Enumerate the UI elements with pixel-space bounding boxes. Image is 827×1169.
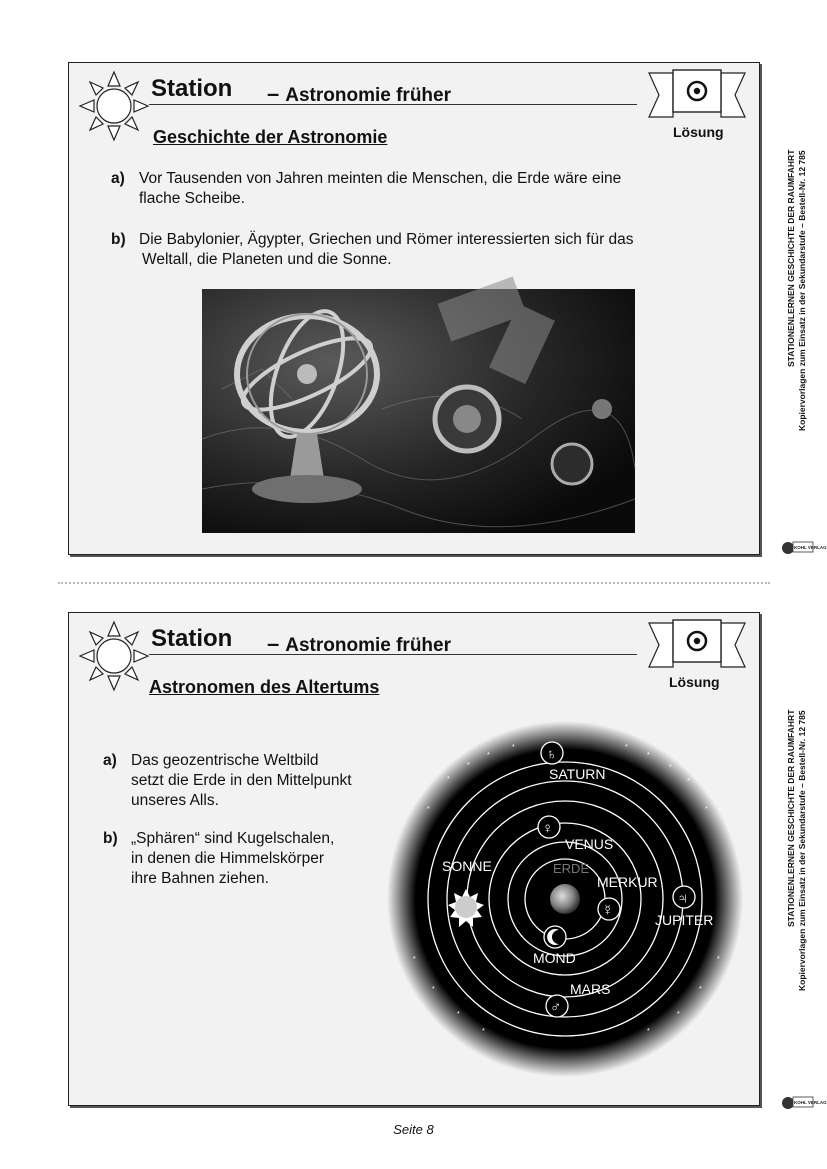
label-mond: MOND: [533, 950, 576, 966]
publisher-logo-icon: [780, 534, 827, 560]
publisher-info: [786, 710, 808, 1080]
task-a: [103, 751, 393, 813]
svg-text:*: *: [413, 956, 416, 963]
publisher-logo-icon: [780, 1089, 827, 1115]
solution-badge-icon: [647, 67, 747, 127]
publisher-sidebar-1: [778, 150, 827, 560]
svg-text:*: *: [427, 806, 430, 813]
sidebar-order-info: Kopiervorlagen zum Einsatz in der Sekundarstufe – Bestell-Nr. 12 785: [797, 150, 807, 431]
sidebar-series-title: STATIONENLERNEN GESCHICHTE DER RAUMFAHRT: [786, 150, 796, 368]
armillary-sphere-photo: [202, 289, 635, 533]
svg-text:*: *: [647, 1028, 650, 1035]
earth-icon: [550, 884, 580, 914]
svg-text:*: *: [687, 778, 690, 785]
label-merkur: MERKUR: [597, 874, 658, 890]
task-line: setzt die Erde in den Mittelpunkt: [131, 772, 352, 789]
solution-label: Lösung: [673, 124, 724, 140]
svg-text:*: *: [699, 986, 702, 993]
task-label: a): [111, 170, 125, 187]
svg-text:*: *: [669, 764, 672, 771]
svg-text:*: *: [432, 986, 435, 993]
svg-text:*: *: [647, 752, 650, 759]
title-underline: [149, 654, 637, 655]
logo-text: KOHL VERLAG: [794, 1100, 827, 1105]
mars-symbol: ♂: [550, 999, 562, 1016]
station-title: Station: [151, 625, 233, 652]
label-jupiter: JUPITER: [655, 912, 714, 928]
merkur-symbol: ☿: [602, 902, 614, 919]
task-line: „Sphären“ sind Kugelschalen,: [131, 830, 335, 847]
publisher-sidebar-2: [778, 710, 827, 1115]
section-heading: Astronomen des Altertums: [149, 677, 380, 697]
station-subtitle-text: Astronomie früher: [285, 635, 451, 656]
task-text: [131, 751, 352, 811]
task-text: [139, 230, 634, 270]
svg-text:*: *: [705, 806, 708, 813]
svg-text:*: *: [487, 752, 490, 759]
task-line: ihre Bahnen ziehen.: [131, 870, 269, 887]
solution-badge-icon: [647, 617, 747, 677]
svg-text:*: *: [625, 744, 628, 751]
svg-text:*: *: [447, 776, 450, 783]
venus-symbol: ♀: [542, 820, 554, 837]
station-card-2: [68, 612, 760, 1106]
task-text: [139, 169, 621, 209]
task-line: Weltall, die Planeten und die Sonne.: [142, 251, 392, 268]
task-line: Das geozentrische Weltbild: [131, 752, 319, 769]
label-saturn: SATURN: [549, 766, 606, 782]
task-text: [131, 829, 334, 889]
label-sonne: SONNE: [442, 858, 492, 874]
station-card-1: [68, 62, 760, 555]
svg-text:*: *: [467, 762, 470, 769]
cut-line-divider: [58, 582, 770, 584]
station-subtitle-text: Astronomie früher: [285, 85, 451, 106]
label-mars: MARS: [570, 981, 611, 997]
section-heading: Geschichte der Astronomie: [153, 127, 388, 147]
svg-text:*: *: [482, 1028, 485, 1035]
logo-text: KOHL VERLAG: [794, 545, 827, 550]
publisher-info: [786, 150, 808, 520]
task-label: a): [103, 752, 117, 769]
sidebar-order-info: Kopiervorlagen zum Einsatz in der Sekundarstufe – Bestell-Nr. 12 785: [797, 710, 807, 991]
page-number: Seite 8: [393, 1122, 434, 1137]
label-erde: ERDE: [553, 861, 590, 876]
geocentric-model-diagram: [387, 721, 743, 1077]
station-subtitle: – Astronomie früher: [267, 631, 451, 656]
svg-text:*: *: [457, 1011, 460, 1018]
task-a: [111, 169, 711, 211]
saturn-symbol: ♄: [546, 746, 558, 763]
task-label: b): [111, 231, 126, 248]
station-title: Station: [151, 75, 233, 102]
task-line: Die Babylonier, Ägypter, Griechen und Römer interessierten sich für das: [139, 231, 634, 248]
task-line: unseres Alls.: [131, 792, 219, 809]
sun-icon: [77, 619, 151, 693]
svg-text:*: *: [717, 956, 720, 963]
sidebar-series-title: STATIONENLERNEN GESCHICHTE DER RAUMFAHRT: [786, 710, 796, 928]
task-b: [111, 230, 731, 272]
title-underline: [149, 104, 637, 105]
jupiter-symbol: ♃: [677, 890, 689, 907]
svg-text:*: *: [677, 1011, 680, 1018]
task-line: flache Scheibe.: [139, 190, 245, 207]
task-b: [103, 829, 393, 891]
station-subtitle: – Astronomie früher: [267, 81, 451, 106]
solution-label: Lösung: [669, 674, 720, 690]
task-label: b): [103, 830, 118, 847]
task-line: in denen die Himmelskörper: [131, 850, 324, 867]
svg-text:*: *: [512, 744, 515, 751]
sun-icon: [77, 69, 151, 143]
task-line: Vor Tausenden von Jahren meinten die Menschen, die Erde wäre eine: [139, 170, 622, 187]
label-venus: VENUS: [565, 836, 614, 852]
